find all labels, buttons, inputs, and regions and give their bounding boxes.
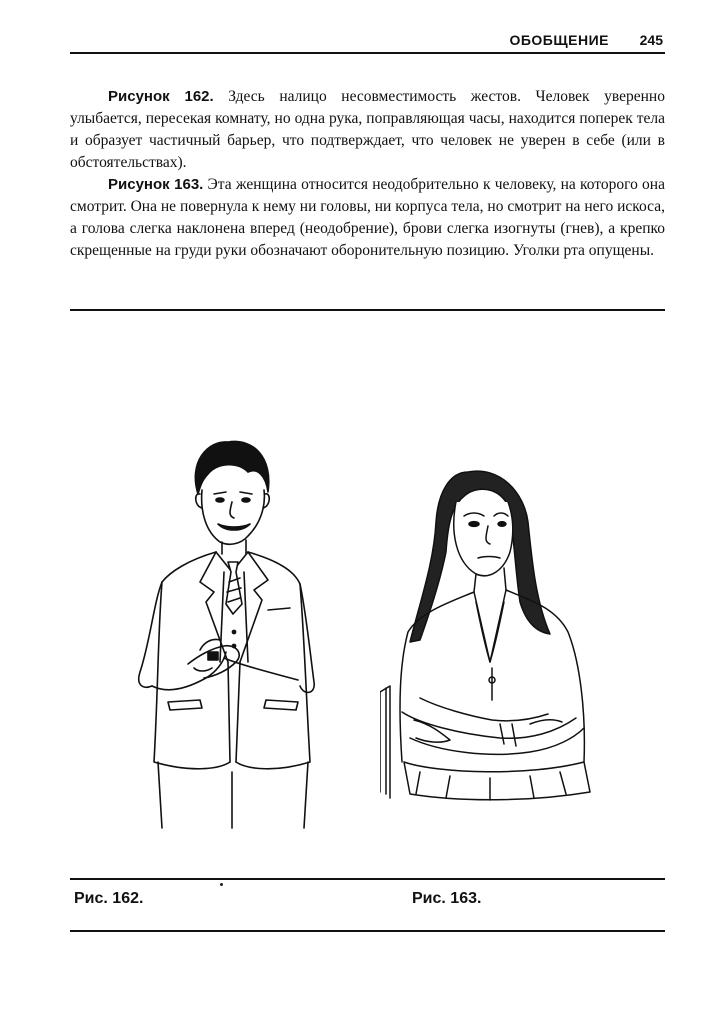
figure-bottom-rule xyxy=(70,878,665,880)
figure-163-illustration xyxy=(380,462,610,822)
paragraph-text: Эта женщина относится неодобрительно к человеку, на которого она смотрит. Она не повернула к нему ни головы, ни корпуса тела, но смотрит на него искоса, а голова слегка наклонена вперед (неодобрение), брови слегка изогнуты (гнев), а крепко скрещенные на груди руки обозначают оборонительную позицию. Уголки рта опущены. xyxy=(70,176,665,259)
header-rule xyxy=(70,52,665,54)
figure-162-illustration xyxy=(128,432,318,832)
caption-bottom-rule xyxy=(70,930,665,932)
text-figure-divider xyxy=(70,309,665,311)
paragraph-figure-163 xyxy=(70,174,665,262)
paragraph-text: Здесь налицо несовместимость жестов. Человек уверенно улыбается, пересекая комнату, но одна рука, поправляющая часы, находится поперек тела и образует частичный барьер, что подтверждает, что человек не уверен в себе (или в обстоятельствах). xyxy=(70,88,665,171)
figure-163-caption: Рис. 163. xyxy=(412,890,482,907)
paragraph-figure-162 xyxy=(70,86,665,174)
page-number: 245 xyxy=(639,32,663,48)
section-title: ОБОБЩЕНИЕ xyxy=(509,32,609,48)
figure-162-caption: Рис. 162. xyxy=(74,890,144,907)
paragraph-label: Рисунок 162. xyxy=(108,88,214,105)
print-speck xyxy=(220,883,223,886)
running-header xyxy=(70,30,665,52)
paragraph-label: Рисунок 163. xyxy=(108,176,204,193)
